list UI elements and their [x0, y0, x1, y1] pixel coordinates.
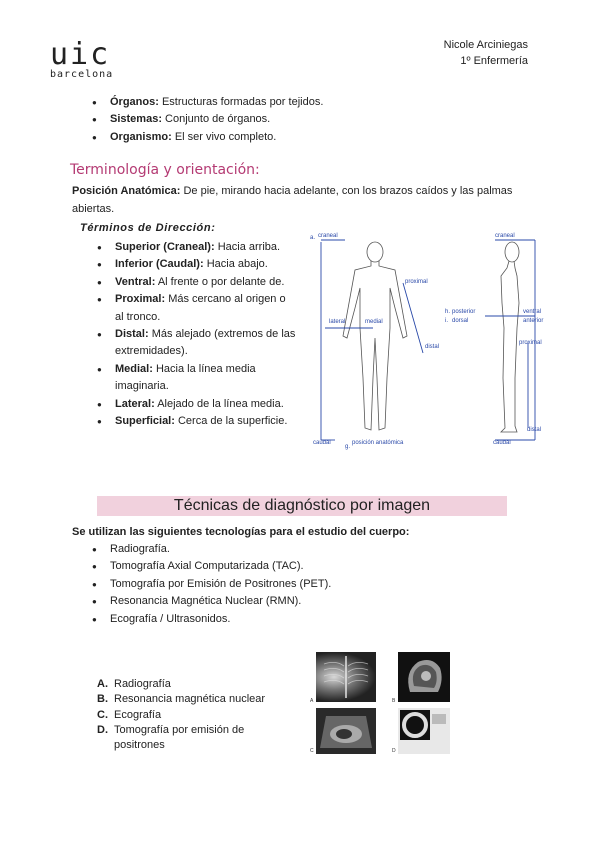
levels-list	[92, 94, 492, 146]
list-item	[97, 708, 297, 723]
distal-label: distal	[425, 344, 440, 350]
posterior-label: posterior	[452, 309, 476, 315]
section-title-terminology: Terminología y orientación:	[70, 162, 260, 178]
term: Medial	[115, 362, 150, 375]
list-item: ● Inferior (Caudal): Hacia abajo.	[97, 256, 297, 273]
item-letter: A.	[97, 678, 108, 690]
list-item	[97, 677, 297, 692]
item-text: Resonancia magnética nuclear	[114, 693, 266, 706]
xray-thumbnail	[316, 652, 376, 702]
proximal-side-label: proximal	[519, 340, 542, 346]
proximal-distal-arrow	[403, 283, 423, 353]
item-letter: B.	[97, 693, 108, 706]
term: Órganos	[110, 96, 156, 108]
list-item: ● Ventral: Al frente o por delante de.	[97, 274, 297, 291]
list-item: ● Lateral: Alejado de la línea media.	[97, 396, 297, 413]
section-banner-imaging: Técnicas de diagnóstico por imagen	[97, 496, 507, 516]
item-text: Ecografía	[114, 708, 162, 721]
term-desc: Alejado de la línea media.	[157, 397, 284, 410]
imaging-techniques-list	[92, 541, 392, 628]
term-desc: Cerca de la superficie.	[177, 415, 288, 428]
term: Posición Anatómica	[72, 185, 177, 197]
imaging-thumbnails	[310, 650, 465, 758]
anatomical-position-paragraph: Posición Anatómica: De pie, mirando hacia adelante, con los brazos caídos y las palmas abiertas.	[72, 185, 513, 215]
lateral-label: lateral	[329, 319, 346, 325]
image-letter: B	[392, 698, 396, 704]
proximal-label: proximal	[405, 279, 428, 285]
term-desc: Más alejado (extremos de las extremidades).	[115, 328, 296, 358]
uic-logo	[50, 37, 120, 80]
list-item: ● Superficial: Cerca de la superficie.	[97, 413, 297, 430]
body-side-outline	[501, 261, 519, 432]
term-desc: Más cercano al origen o al tronco.	[115, 293, 286, 323]
term-desc: El ser vivo completo.	[174, 130, 277, 143]
medial-label: medial	[365, 319, 383, 325]
term-desc: De pie, mirando hacia adelante, con los brazos caídos y las palmas abiertas.	[72, 185, 513, 215]
list-item: ● Medial: Hacia la línea media imaginaria.	[97, 361, 297, 396]
pet-thumbnail	[398, 708, 450, 754]
term: Organismo	[110, 130, 169, 143]
mri-thumbnail	[398, 652, 450, 702]
image-letter: D	[392, 748, 396, 754]
item-text: Tomografía por emisión de positrones	[114, 723, 245, 752]
caudal-front-label: caudal	[313, 440, 331, 446]
term-desc: Hacia arriba.	[217, 241, 281, 253]
item-text: Radiografía	[114, 678, 171, 690]
i-label: i.	[445, 318, 448, 324]
xray-ribs	[316, 652, 376, 702]
h-label: h.	[445, 309, 451, 315]
term: Ventral	[115, 275, 152, 288]
image-letter: A	[310, 698, 314, 704]
author-name: Nicole Arciniegas	[443, 39, 528, 51]
list-item: ● Organismo: El ser vivo completo.	[92, 129, 492, 146]
mri-head	[398, 652, 450, 702]
craneal-side-label: craneal	[495, 233, 515, 239]
imaging-lettered-list	[97, 677, 297, 753]
caudal-side-label: caudal	[493, 440, 511, 446]
list-item: ● Distal: Más alejado (extremos de las extremidades).	[97, 326, 297, 361]
course-name: 1º Enfermería	[460, 55, 528, 67]
list-item: ● Ecografía / Ultrasonidos.	[92, 611, 392, 628]
term-desc: Al frente o por delante de.	[157, 275, 285, 288]
anatomical-position-figure	[305, 228, 550, 450]
ultrasound-fan	[316, 708, 376, 754]
list-item	[97, 692, 297, 707]
list-item: ● Tomografía Axial Computarizada (TAC).	[92, 558, 392, 575]
term: Superior (Craneal)	[115, 241, 211, 253]
term: Lateral	[115, 397, 152, 410]
directions-title: Términos de Dirección:	[80, 222, 216, 234]
term-desc: Estructuras formadas por tejidos.	[161, 96, 324, 108]
body-front-outline	[343, 261, 407, 430]
ultrasound-thumbnail	[316, 708, 376, 754]
term: Proximal	[115, 293, 162, 306]
image-letter: C	[310, 748, 314, 754]
list-item: ● Superior (Craneal): Hacia arriba.	[97, 239, 297, 256]
list-item: ● Sistemas: Conjunto de órganos.	[92, 111, 492, 128]
craneal-front-label: craneal	[318, 233, 338, 239]
item-letter: D.	[97, 723, 108, 736]
term-desc: Hacia abajo.	[206, 258, 268, 271]
anterior-label: anterior	[523, 318, 544, 324]
term-desc: Conjunto de órganos.	[165, 113, 271, 126]
author-block	[444, 37, 528, 69]
list-item: ● Proximal: Más cercano al origen o al tronco.	[97, 291, 297, 326]
dorsal-label: dorsal	[452, 318, 469, 324]
body-side-head	[505, 242, 519, 262]
imaging-intro: Se utilizan las siguientes tecnologías para el estudio del cuerpo:	[72, 526, 410, 538]
term: Sistemas	[110, 113, 159, 126]
term-desc: Hacia la línea media imaginaria.	[115, 362, 256, 393]
ventral-label: ventral	[523, 309, 542, 315]
list-item: ● Tomografía por Emisión de Positrones (PET).	[92, 576, 392, 593]
term: Superficial	[115, 415, 172, 428]
list-item: ● Resonancia Magnética Nuclear (RMN).	[92, 593, 392, 610]
list-item: ● Órganos: Estructuras formadas por tejidos.	[92, 94, 492, 111]
body-front-head	[367, 242, 383, 262]
distal-side-label: distal	[527, 427, 542, 433]
term: Distal	[115, 328, 145, 341]
directions-list	[97, 239, 297, 430]
list-item: ● Radiografía.	[92, 541, 392, 558]
pet-scan	[398, 708, 450, 754]
g-label: g.	[345, 444, 351, 450]
a-label: a.	[310, 235, 316, 241]
logo-subtitle: barcelona	[50, 69, 114, 80]
item-letter: C.	[97, 708, 108, 721]
list-item	[97, 723, 297, 754]
posicion-label: posición anatómica	[352, 440, 404, 446]
term: Inferior (Caudal)	[115, 258, 200, 271]
logo-mark: uic	[50, 37, 111, 72]
